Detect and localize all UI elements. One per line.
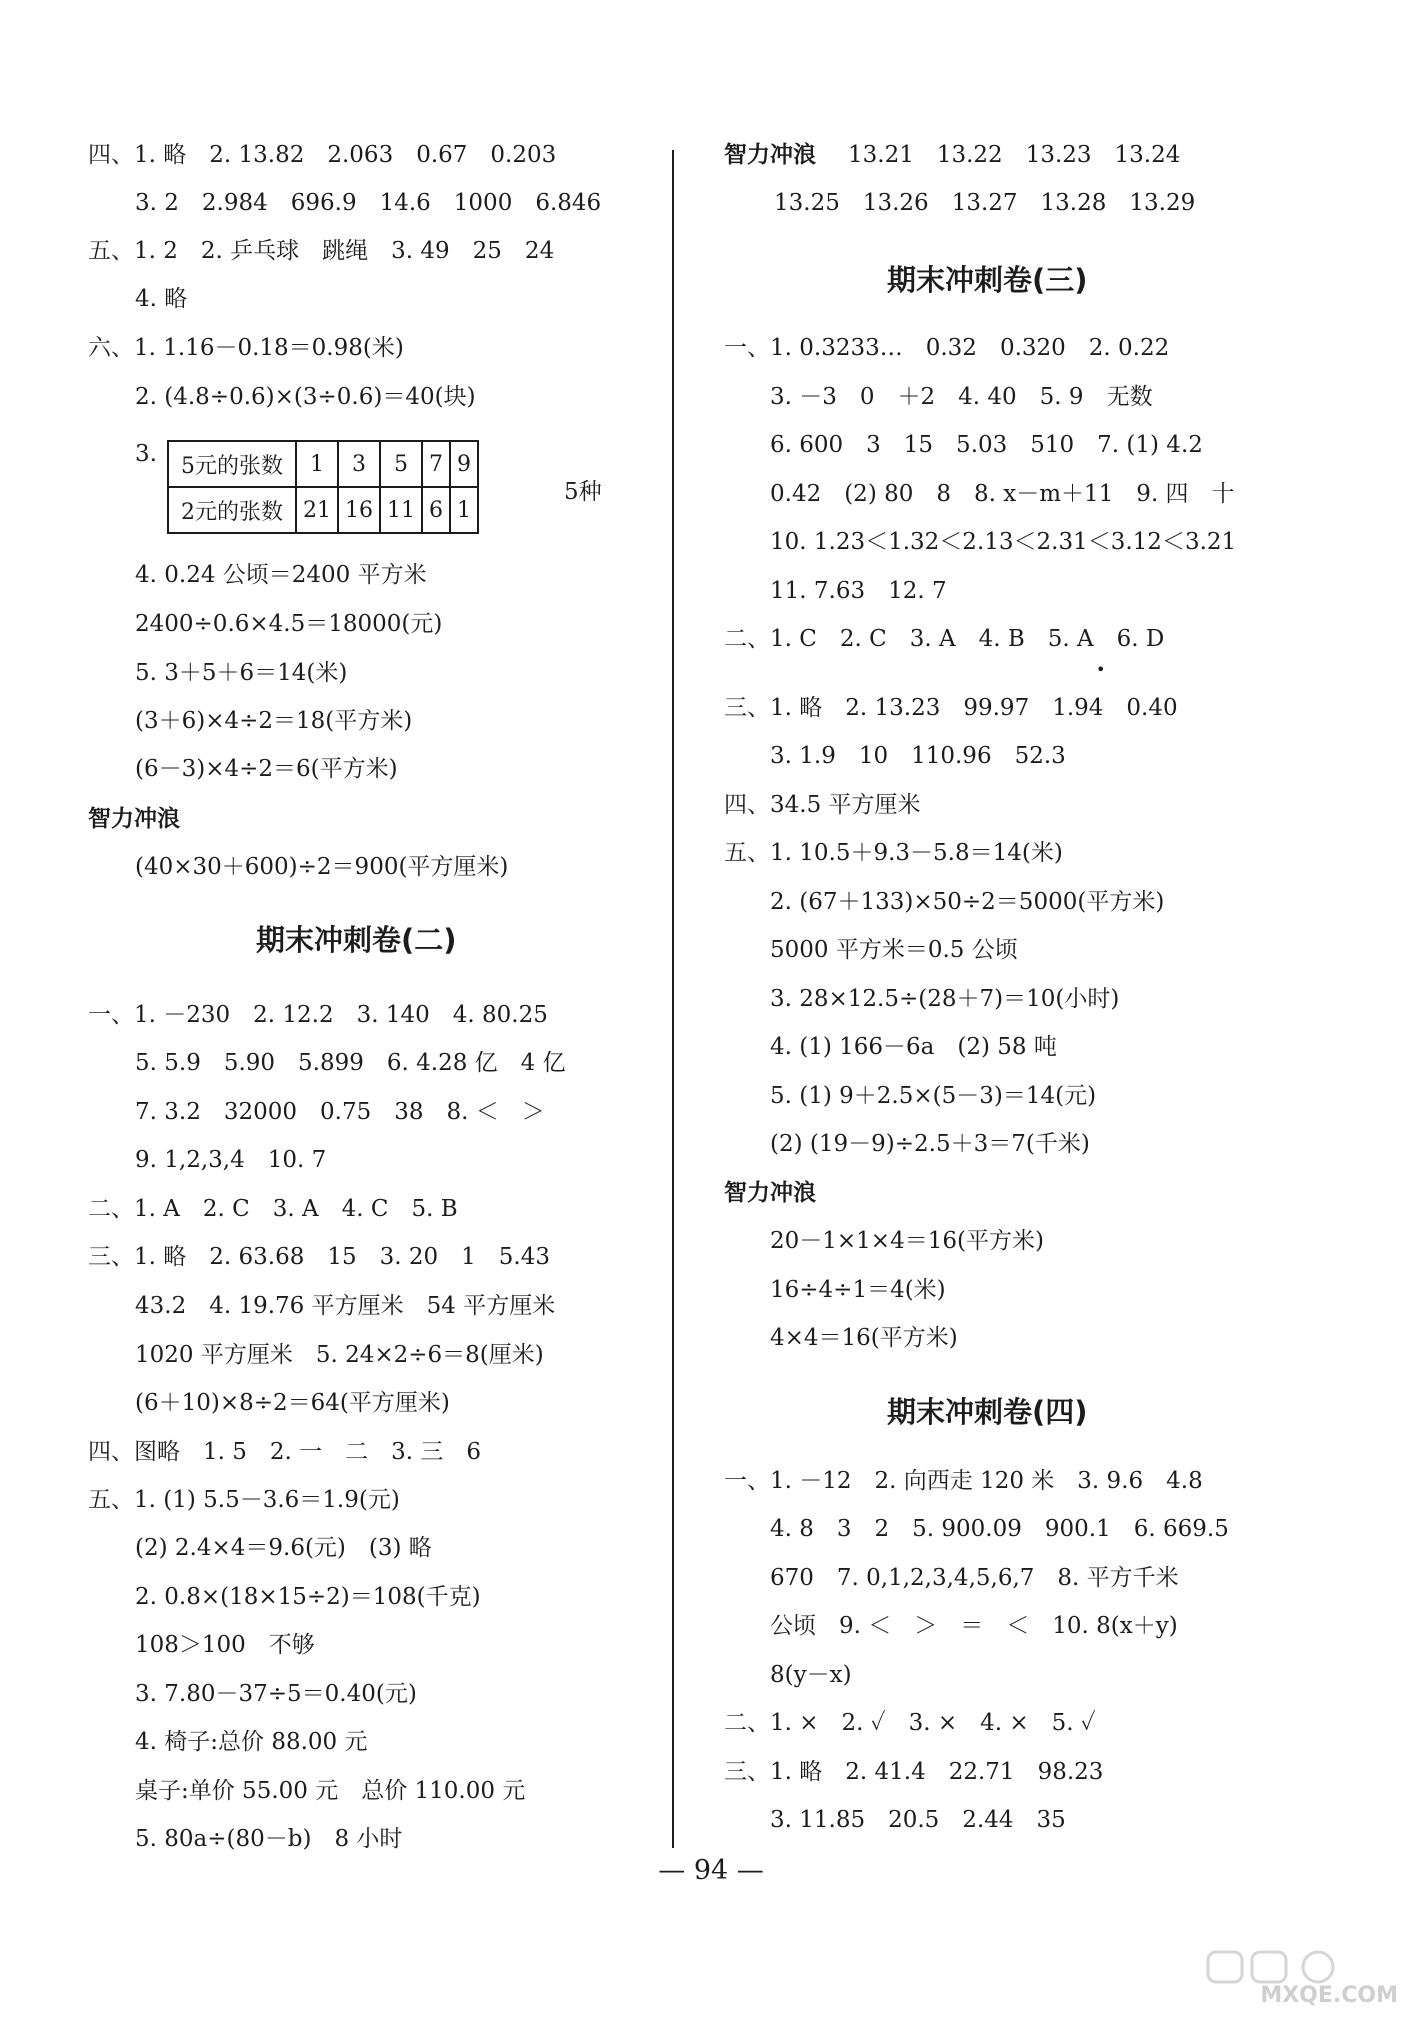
section-heading: 期末冲刺卷(四) xyxy=(887,1395,1088,1429)
table-cell: 5元的张数 xyxy=(168,441,296,487)
table-cell: 11 xyxy=(380,487,422,533)
answer-line: 5. (1) 9＋2.5×(5－3)＝14(元) xyxy=(770,1083,1097,1109)
answer-line: 4. 椅子:总价 88.00 元 xyxy=(135,1729,368,1755)
answer-line: 二、1. × 2. ✓ 3. × 4. × 5. ✓ xyxy=(724,1710,1096,1736)
answer-line: 2. (67＋133)×50÷2＝5000(平方米) xyxy=(770,889,1165,915)
answer-line: 六、1. 1.16－0.18＝0.98(米) xyxy=(88,335,404,361)
section-heading: 期末冲刺卷(三) xyxy=(887,263,1088,297)
answer-line: (6－3)×4÷2＝6(平方米) xyxy=(135,756,398,782)
answer-line: 4. (1) 166－6a (2) 58 吨 xyxy=(770,1034,1057,1060)
answer-line: 9. 1,2,3,4 10. 7 xyxy=(135,1147,327,1173)
answer-line: (40×30＋600)÷2＝900(平方厘米) xyxy=(135,854,509,880)
answer-line: 三、1. 略 2. 63.68 15 3. 20 1 5.43 xyxy=(88,1244,550,1270)
watermark-icon xyxy=(1198,1948,1398,1988)
table-row xyxy=(168,487,478,533)
answer-line: 3. 28×12.5÷(28＋7)＝10(小时) xyxy=(770,986,1120,1012)
answer-line: 四、1. 略 2. 13.82 2.063 0.67 0.203 xyxy=(88,142,557,168)
table-cell: 16 xyxy=(338,487,380,533)
answer-line: 三、1. 略 2. 13.23 99.97 1.94 0.40 xyxy=(724,695,1178,721)
answer-line: 5. 5.9 5.90 5.899 6. 4.28 亿 4 亿 xyxy=(135,1050,566,1076)
repeating-decimal-dot: • xyxy=(1096,660,1106,679)
answer-line: 16÷4÷1＝4(米) xyxy=(770,1277,946,1303)
table-cell: 5 xyxy=(380,441,422,487)
answer-line: 四、图略 1. 5 2. 一 二 3. 三 6 xyxy=(88,1439,482,1465)
page-number: — 94 — xyxy=(658,1855,764,1886)
answer-line: 670 7. 0,1,2,3,4,5,6,7 8. 平方千米 xyxy=(770,1565,1179,1591)
answer-line: 2400÷0.6×4.5＝18000(元) xyxy=(135,611,443,637)
answer-line: 3. 1.9 10 110.96 52.3 xyxy=(770,743,1066,769)
answer-line: 2. (4.8÷0.6)×(3÷0.6)＝40(块) xyxy=(135,384,476,410)
answer-line: 8(y－x) xyxy=(770,1662,852,1688)
answer-line: 13.21 13.22 13.23 13.24 xyxy=(848,142,1181,168)
table-cell: 6 xyxy=(422,487,450,533)
answer-line: 13.25 13.26 13.27 13.28 13.29 xyxy=(774,190,1196,216)
answer-line: 2. 0.8×(18×15÷2)＝108(千克) xyxy=(135,1584,481,1610)
answer-line: 一、1. －12 2. 向西走 120 米 3. 9.6 4.8 xyxy=(724,1468,1203,1494)
section-label: 智力冲浪 xyxy=(88,806,180,832)
banknote-table xyxy=(167,440,479,534)
table-cell: 9 xyxy=(450,441,478,487)
answer-line: 4. 8 3 2 5. 900.09 900.1 6. 669.5 xyxy=(770,1516,1229,1542)
table-row xyxy=(168,441,478,487)
answer-line: 11. 7.63 12. 7 xyxy=(770,578,947,604)
answer-line: 108＞100 不够 xyxy=(135,1632,315,1658)
answer-line: 5000 平方米＝0.5 公顷 xyxy=(770,937,1018,963)
answer-line: 3. 11.85 20.5 2.44 35 xyxy=(770,1807,1066,1833)
answer-line: 10. 1.23＜1.32＜2.13＜2.31＜3.12＜3.21 xyxy=(770,529,1237,555)
answer-line: 一、1. －230 2. 12.2 3. 140 4. 80.25 xyxy=(88,1002,548,1028)
answer-line: 桌子:单价 55.00 元 总价 110.00 元 xyxy=(135,1778,526,1804)
answer-line: 0.42 (2) 80 8 8. x－m＋11 9. 四 十 xyxy=(770,481,1235,507)
answer-line: 4. 0.24 公顷＝2400 平方米 xyxy=(135,562,427,588)
answer-line: 四、34.5 平方厘米 xyxy=(724,792,921,818)
table-cell: 7 xyxy=(422,441,450,487)
answer-line: 4. 略 xyxy=(135,286,188,312)
table-cell: 3 xyxy=(338,441,380,487)
answer-line: 二、1. C 2. C 3. A 4. B 5. A 6. D xyxy=(724,626,1165,652)
answer-line: 20－1×1×4＝16(平方米) xyxy=(770,1228,1044,1254)
answer-line: (2) (19－9)÷2.5＋3＝7(千米) xyxy=(770,1131,1090,1157)
answer-line: 五、1. 10.5＋9.3－5.8＝14(米) xyxy=(724,840,1063,866)
answer-line: 三、1. 略 2. 41.4 22.71 98.23 xyxy=(724,1759,1104,1785)
watermark-text: MXQE.COM xyxy=(1260,1983,1398,2008)
answer-line: 3. 7.80－37÷5＝0.40(元) xyxy=(135,1681,417,1707)
table-cell: 21 xyxy=(296,487,338,533)
answer-line: 3. 2 2.984 696.9 14.6 1000 6.846 xyxy=(135,190,602,216)
answer-line: (2) 2.4×4＝9.6(元) (3) 略 xyxy=(135,1535,432,1561)
answer-line: (3＋6)×4÷2＝18(平方米) xyxy=(135,708,413,734)
answer-line: 5. 80a÷(80－b) 8 小时 xyxy=(135,1826,403,1852)
column-divider xyxy=(672,150,674,1848)
answer-line: 五、1. 2 2. 乒乓球 跳绳 3. 49 25 24 xyxy=(88,238,555,264)
answer-line: 1020 平方厘米 5. 24×2÷6＝8(厘米) xyxy=(135,1342,544,1368)
table-cell: 1 xyxy=(450,487,478,533)
answer-line: 5. 3＋5＋6＝14(米) xyxy=(135,660,348,686)
answer-line: 公顷 9. ＜ ＞ ＝ ＜ 10. 8(x＋y) xyxy=(770,1613,1178,1639)
answer-line: (6＋10)×8÷2＝64(平方厘米) xyxy=(135,1390,450,1416)
answer-line: 一、1. 0.3233… 0.32 0.320 2. 0.22 xyxy=(724,335,1170,361)
watermark-logo xyxy=(1198,1948,1398,2008)
answer-line: 五、1. (1) 5.5－3.6＝1.9(元) xyxy=(88,1487,400,1513)
answer-line: 4×4＝16(平方米) xyxy=(770,1325,958,1351)
table-label: 3. xyxy=(135,441,157,467)
answer-line: 43.2 4. 19.76 平方厘米 54 平方厘米 xyxy=(135,1293,556,1319)
table-cell: 1 xyxy=(296,441,338,487)
answer-line: 7. 3.2 32000 0.75 38 8. ＜ ＞ xyxy=(135,1099,545,1125)
answer-line: 6. 600 3 15 5.03 510 7. (1) 4.2 xyxy=(770,432,1203,458)
section-label: 智力冲浪 xyxy=(724,142,816,168)
answer-line: 3. －3 0 ＋2 4. 40 5. 9 无数 xyxy=(770,384,1153,410)
table-suffix: 5种 xyxy=(564,479,602,505)
answer-line: 二、1. A 2. C 3. A 4. C 5. B xyxy=(88,1196,458,1222)
section-heading: 期末冲刺卷(二) xyxy=(256,923,457,957)
table-cell: 2元的张数 xyxy=(168,487,296,533)
section-label: 智力冲浪 xyxy=(724,1180,816,1206)
